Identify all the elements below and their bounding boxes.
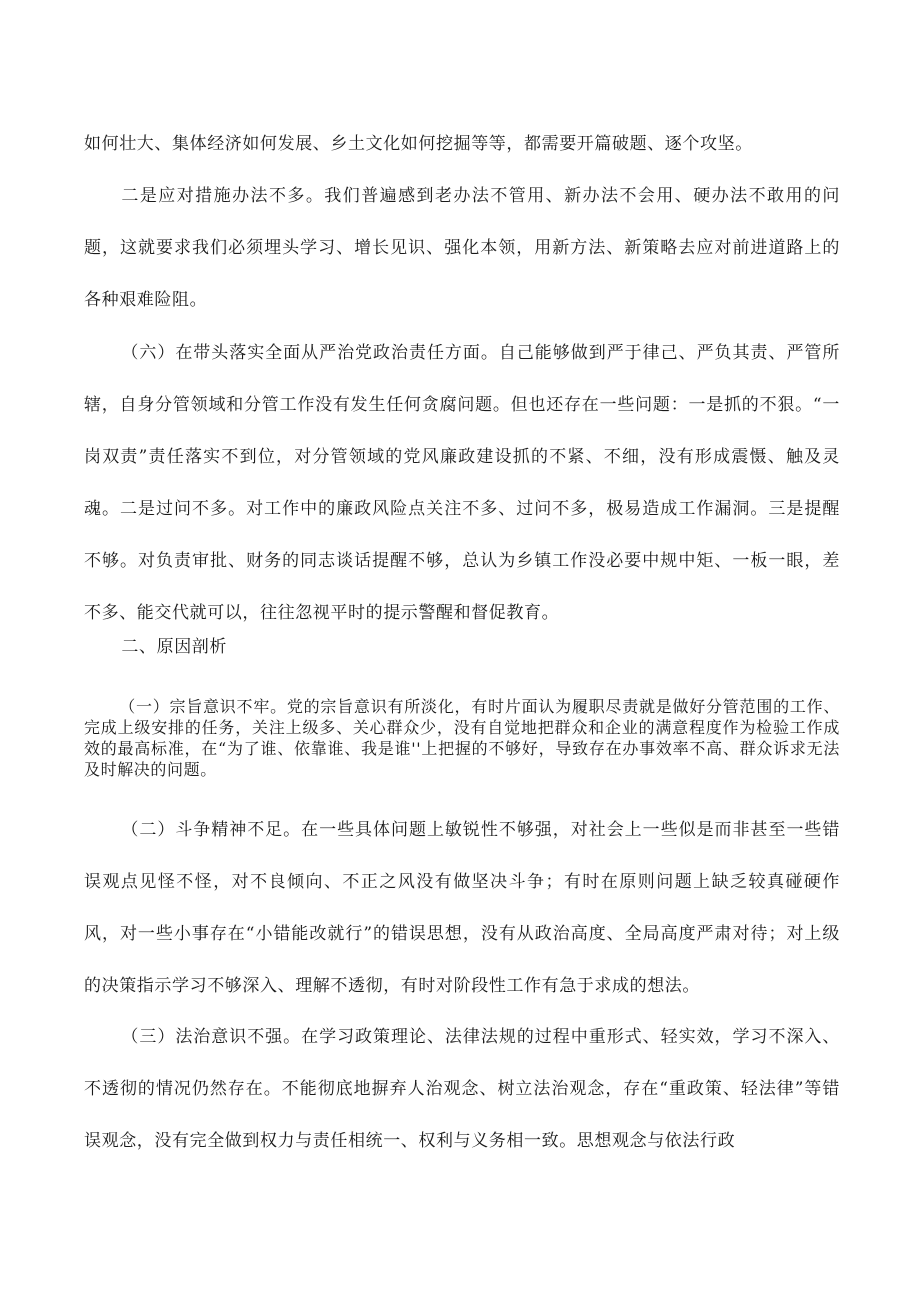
paragraph-rule-of-law: （三）法治意识不强。在学习政策理论、法律法规的过程中重形式、轻实效，学习不深入、不透彻的情况仍然存在。不能彻底地摒弃人治观念、树立法治观念，存在“重政策、轻法律”等错误观念，没有完全做到权力与责任相统一、权利与义务相一致。思想观念与依法行政 xyxy=(84,1027,840,1151)
paragraph-struggle-spirit: （二）斗争精神不足。在一些具体问题上敏锐性不够强，对社会上一些似是而非甚至一些错误观点见怪不怪，对不良倾向、不正之风没有做坚决斗争；有时在原则问题上缺乏较真碰硬作风，对一些小事存在“小错能改就行”的错误思想，没有从政治高度、全局高度严肃对待；对上级的决策指示学习不够深入、理解不透彻，有时对阶段性工作有急于求成的想法。 xyxy=(84,820,840,996)
paragraph-continuation: 如何壮大、集体经济如何发展、乡土文化如何挖掘等等，都需要开篇破题、逐个攻坚。 xyxy=(84,134,753,154)
paragraph-section-six: （六）在带头落实全面从严治党政治责任方面。自己能够做到严于律己、严负其责、严管所辖，自身分管领域和分管工作没有发生任何贪腐问题。但也还存在一些问题：一是抓的不狠。“一岗双责”责任落实不到位，对分管领域的党风廉政建设抓的不紧、不细，没有形成震慑、触及灵魂。二是过问不多。对工作中的廉政风险点关注不多、过问不多，极易造成工作漏洞。三是提醒不够。对负责审批、财务的同志谈话提醒不够，总认为乡镇工作没必要中规中矩、一板一眼，差不多、能交代就可以，往往忽视平时的提示警醒和督促教育。 xyxy=(84,343,840,623)
paragraph-purpose-awareness: （一）宗旨意识不牢。党的宗旨意识有所淡化，有时片面认为履职尽责就是做好分管范围的工作、完成上级安排的任务，关注上级多、关心群众少，没有自觉地把群众和企业的满意程度作为检验工作成效的最高标准，在“为了谁、依靠谁、我是谁''上把握的不够好，导致存在办事效率不高、群众诉求无法及时解决的问题。 xyxy=(84,697,840,779)
paragraph-measures: 二是应对措施办法不多。我们普遍感到老办法不管用、新办法不会用、硬办法不敢用的问题，这就要求我们必须埋头学习、增长见识、强化本领，用新方法、新策略去应对前进道路上的各种艰难险阻。 xyxy=(84,186,840,310)
section-heading-cause-analysis: 二、原因剖析 xyxy=(121,637,227,657)
